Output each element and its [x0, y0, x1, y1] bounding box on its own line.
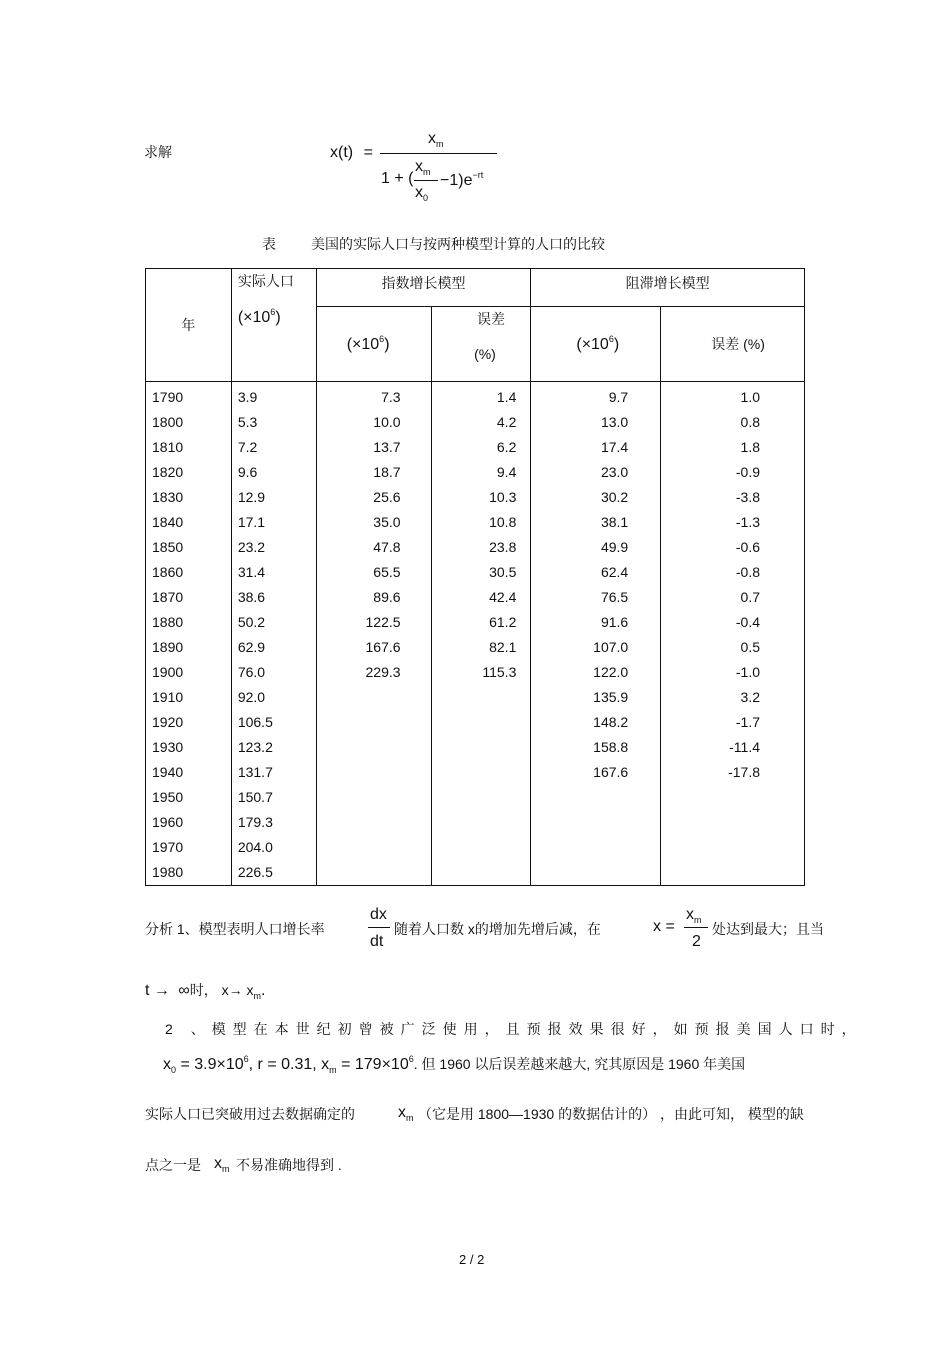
cell-year: 1940 [152, 764, 184, 780]
cell-log-value: 23.0 [600, 464, 629, 480]
cell-year: 1960 [152, 814, 184, 830]
header-exp-error [431, 307, 531, 382]
column-year [146, 382, 232, 886]
header-exp-model [316, 269, 531, 307]
table-caption-label: 表 [262, 236, 276, 252]
header-exp-value-base: (×10 [346, 336, 380, 353]
formula-numerator [428, 130, 444, 149]
cell-actual: 5.3 [237, 414, 258, 430]
cell-year: 1950 [152, 789, 184, 805]
line5-xm [398, 1104, 414, 1123]
xm-sub: m [329, 1065, 337, 1075]
cell-log-value: 76.5 [600, 589, 629, 605]
analysis-line-5 [145, 1104, 355, 1124]
header-exp-value-close: ) [384, 336, 390, 353]
cell-actual: 226.5 [237, 864, 273, 880]
formula-den-frac-den-x: x [415, 184, 423, 201]
cell-log-value: 148.2 [593, 714, 629, 730]
cell-actual: 7.2 [237, 439, 258, 455]
cell-actual: 106.5 [237, 714, 273, 730]
header-actual-unit [238, 307, 316, 327]
analysis-line-1 [145, 919, 325, 939]
x-equals: x = [653, 918, 675, 935]
cell-exp-error: 61.2 [489, 614, 517, 630]
header-logistic-model-text: 阻滞增长模型 [625, 275, 710, 291]
formula-den-one: 1 + ( [381, 170, 414, 187]
header-actual-text: 实际人口 [237, 273, 294, 289]
header-log-value [531, 307, 661, 382]
column-log-error [661, 382, 805, 886]
cell-log-error: 0.7 [740, 589, 760, 605]
cell-actual: 17.1 [237, 514, 266, 530]
cell-log-value: 107.0 [593, 639, 629, 655]
cell-exp-error: 82.1 [489, 639, 517, 655]
cell-log-value: 158.8 [593, 739, 629, 755]
cell-log-value: 91.6 [600, 614, 629, 630]
analysis-line-3 [165, 1019, 863, 1039]
cell-year: 1850 [152, 539, 184, 555]
cell-exp-error [432, 810, 517, 835]
cell-log-error: -0.8 [735, 564, 760, 580]
limit-end: . [261, 982, 266, 999]
cell-exp-error: 9.4 [496, 464, 517, 480]
header-log-error-text: 误差 (%) [711, 336, 765, 352]
analysis-tail: 处达到最大；且当 [712, 921, 824, 937]
formula-numerator-x: x [428, 130, 436, 147]
line6-x: x [214, 1155, 222, 1172]
column-log-value [531, 382, 661, 886]
cell-log-value [531, 835, 628, 860]
cell-exp-error: 10.8 [489, 514, 517, 530]
cell-actual: 12.9 [237, 489, 266, 505]
cell-exp-error: 6.2 [496, 439, 517, 455]
cell-year: 1860 [152, 564, 184, 580]
cell-log-error [661, 835, 760, 860]
column-actual [231, 382, 316, 886]
formula-den-exp: −rt [472, 170, 484, 180]
cell-year: 1820 [152, 464, 184, 480]
cell-actual: 38.6 [237, 589, 266, 605]
column-exp-value [316, 382, 431, 886]
cell-exp-error: 42.4 [489, 589, 517, 605]
half-frac-line [684, 927, 708, 928]
formula-den-tail [440, 170, 483, 190]
cell-log-error [661, 785, 760, 810]
cell-actual: 204.0 [237, 839, 273, 855]
header-log-value-close: ) [613, 336, 620, 353]
x0: x [163, 1056, 171, 1073]
cell-exp-error: 1.4 [496, 389, 517, 405]
half-den: 2 [692, 933, 701, 950]
cell-log-error: -1.3 [735, 514, 760, 530]
cell-log-value: 30.2 [600, 489, 629, 505]
cell-actual: 76.0 [237, 664, 266, 680]
cell-year: 1790 [152, 389, 184, 405]
formula-numerator-sub: m [436, 139, 444, 149]
table-caption-title: 美国的实际人口与按两种模型计算的人口的比较 [311, 236, 605, 252]
cell-log-value [531, 785, 628, 810]
cell-exp-value [317, 735, 401, 760]
cell-exp-error [432, 860, 517, 885]
cell-log-value: 13.0 [600, 414, 629, 430]
cell-year: 1970 [152, 839, 184, 855]
cell-exp-value: 13.7 [373, 439, 401, 455]
half-num-sub: m [694, 915, 702, 925]
analysis-line-6 [145, 1155, 201, 1175]
header-logistic-model [531, 269, 805, 307]
cell-log-value: 38.1 [600, 514, 629, 530]
header-log-error [661, 307, 805, 382]
cell-exp-error [432, 760, 517, 785]
cell-actual: 50.2 [237, 614, 266, 630]
analysis-line-4 [163, 1054, 745, 1075]
cell-log-value: 122.0 [593, 664, 629, 680]
cell-year: 1890 [152, 639, 184, 655]
cell-log-error: -1.0 [735, 664, 760, 680]
rate-frac-den: dt [370, 933, 384, 950]
r-value: , r = 0.31, x [248, 1056, 330, 1073]
cell-exp-value: 35.0 [373, 514, 401, 530]
x0-exp: 6 [243, 1054, 249, 1064]
cell-actual: 23.2 [237, 539, 266, 555]
x0-sub: 0 [171, 1065, 177, 1075]
formula-den-fraction-line [414, 180, 438, 181]
formula-den-frac-num-x: x [415, 158, 423, 175]
limit-t: t → [145, 982, 170, 999]
cell-year: 1930 [152, 739, 184, 755]
cell-exp-value: 47.8 [373, 539, 401, 555]
cell-log-error: 1.0 [740, 389, 760, 405]
cell-exp-error: 23.8 [489, 539, 517, 555]
cell-actual: 179.3 [237, 814, 273, 830]
cell-year: 1900 [152, 664, 184, 680]
line5-x: x [398, 1104, 406, 1121]
formula-fraction-line [380, 153, 497, 154]
analysis-lead: 分析 1、模型表明人口增长率 [145, 921, 325, 937]
cell-log-value: 17.4 [600, 439, 629, 455]
cell-log-error: 1.8 [740, 439, 760, 455]
half-num [686, 906, 702, 925]
cell-actual: 62.9 [237, 639, 266, 655]
cell-exp-error [432, 710, 517, 735]
cell-exp-error: 30.5 [489, 564, 517, 580]
formula-den-frac-den [415, 184, 428, 203]
cell-actual: 31.4 [237, 564, 266, 580]
cell-exp-value [317, 785, 401, 810]
population-table [145, 268, 805, 886]
limit-sub: m [253, 991, 262, 1001]
analysis-line-2 [145, 980, 265, 1001]
header-year-text: 年 [181, 317, 196, 333]
solve-label: 求解 [144, 144, 172, 160]
analysis-mid: 随着人口数 x的增加先增后减，在 [394, 921, 601, 937]
cell-exp-value: 65.5 [373, 564, 401, 580]
cell-exp-value: 18.7 [373, 464, 401, 480]
cell-log-value: 49.9 [600, 539, 629, 555]
header-actual [231, 269, 316, 382]
cell-year: 1880 [152, 614, 184, 630]
line6-xm [214, 1155, 230, 1174]
cell-log-error: -0.6 [735, 539, 760, 555]
cell-log-value: 167.6 [593, 764, 629, 780]
cell-log-error: -11.4 [729, 739, 760, 755]
cell-log-error: -1.7 [735, 714, 760, 730]
header-exp-value [316, 307, 431, 382]
cell-actual: 3.9 [237, 389, 258, 405]
line4-tail: . 但 1960 以后误差越来越大, 究其原因是 1960 年美国 [413, 1056, 746, 1072]
cell-year: 1980 [152, 864, 184, 880]
cell-log-value [531, 860, 628, 885]
cell-log-value [531, 810, 628, 835]
cell-log-value: 9.7 [608, 389, 629, 405]
header-actual-unit-exp: 6 [270, 307, 276, 317]
line6-lead: 点之一是 [145, 1157, 201, 1173]
header-exp-model-text: 指数增长模型 [381, 275, 466, 291]
cell-exp-value: 167.6 [365, 639, 401, 655]
line5-sub: m [406, 1113, 414, 1123]
formula-lhs-text: x(t) [330, 144, 354, 161]
cell-year: 1910 [152, 689, 184, 705]
header-exp-error-unit: (%) [474, 346, 496, 362]
item-2-number: 2 [165, 1021, 173, 1037]
line6-tail: 不易准确地得到 . [236, 1157, 342, 1173]
formula-den-frac-den-sub: 0 [423, 193, 429, 203]
cell-exp-value [317, 760, 401, 785]
cell-log-error: -17.8 [728, 764, 760, 780]
formula-lhs [330, 144, 373, 162]
limit-text: 时， x→ x [189, 982, 254, 998]
header-exp-value-exp: 6 [379, 334, 385, 344]
cell-exp-error [432, 785, 517, 810]
cell-year: 1830 [152, 489, 184, 505]
rate-frac-num: dx [370, 906, 387, 923]
cell-exp-value [317, 710, 401, 735]
cell-exp-value: 7.3 [381, 389, 401, 405]
cell-exp-value: 10.0 [373, 414, 401, 430]
cell-log-error [661, 860, 760, 885]
cell-log-value: 62.4 [600, 564, 629, 580]
line5-lead: 实际人口已突破用过去数据确定的 [145, 1106, 355, 1122]
cell-actual: 123.2 [237, 739, 273, 755]
cell-year: 1870 [152, 589, 184, 605]
cell-log-error [661, 810, 760, 835]
cell-year: 1840 [152, 514, 184, 530]
cell-exp-error: 115.3 [482, 664, 517, 680]
cell-year: 1810 [152, 439, 184, 455]
cell-exp-error [432, 685, 517, 710]
header-log-value-exp: 6 [608, 334, 614, 344]
cell-exp-value [317, 810, 401, 835]
header-actual-unit-base: (×10 [237, 309, 271, 326]
cell-log-value: 135.9 [593, 689, 629, 705]
xm-value: = 179×10 [336, 1056, 409, 1073]
cell-year: 1920 [152, 714, 184, 730]
page-number: 2 / 2 [459, 1252, 485, 1267]
cell-log-error: 0.8 [740, 414, 760, 430]
formula-den-frac-num [415, 158, 431, 177]
infinity-symbol: ∞ [178, 982, 190, 999]
formula-den-tail-text: −1)e [440, 172, 473, 189]
rate-frac-line [368, 927, 390, 928]
cell-actual: 150.7 [237, 789, 273, 805]
cell-log-error: -0.9 [735, 464, 760, 480]
cell-actual: 9.6 [237, 464, 258, 480]
x0-value: = 3.9×10 [176, 1056, 244, 1073]
cell-log-error: 3.2 [740, 689, 760, 705]
cell-exp-value [317, 835, 401, 860]
cell-exp-value: 25.6 [373, 489, 401, 505]
cell-log-error: -0.4 [735, 614, 760, 630]
cell-exp-error: 4.2 [496, 414, 517, 430]
cell-exp-value: 229.3 [365, 664, 401, 680]
cell-actual: 131.7 [237, 764, 273, 780]
column-exp-error [431, 382, 531, 886]
formula-den-frac-num-sub: m [423, 167, 431, 177]
line6-sub: m [222, 1164, 230, 1174]
cell-log-error: 0.5 [740, 639, 760, 655]
cell-exp-error: 10.3 [489, 489, 517, 505]
cell-exp-error [432, 835, 517, 860]
cell-log-error: -3.8 [735, 489, 760, 505]
item-2-text: 、模型在本世纪初曾被广泛使用，且预报效果很好，如预报美国人口时， [190, 1021, 863, 1037]
header-log-value-base: (×10 [576, 336, 609, 353]
header-exp-error-text: 误差 [476, 311, 505, 327]
half-num-x: x [686, 906, 694, 923]
header-year [146, 269, 232, 382]
header-actual-unit-close: ) [275, 309, 281, 326]
formula-eq: = [363, 144, 373, 161]
xm-exp: 6 [408, 1054, 414, 1064]
cell-exp-value [317, 860, 401, 885]
cell-exp-value [317, 685, 401, 710]
cell-actual: 92.0 [237, 689, 266, 705]
cell-year: 1800 [152, 414, 184, 430]
cell-exp-value: 122.5 [365, 614, 401, 630]
cell-exp-value: 89.6 [373, 589, 401, 605]
cell-exp-error [432, 735, 517, 760]
line5-tail: （它是用 1800—1930 的数据估计的） ，由此可知， 模型的缺 [418, 1106, 804, 1122]
